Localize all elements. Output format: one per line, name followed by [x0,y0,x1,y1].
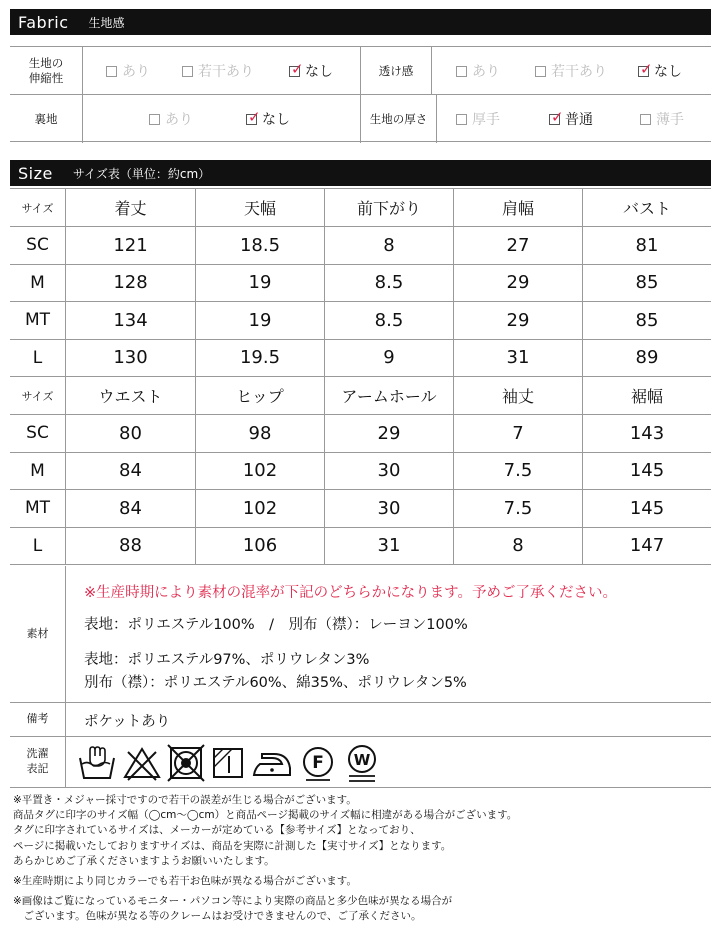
table-cell: 19 [195,265,324,302]
table-cell: 143 [582,415,711,452]
size-header-bar [10,160,711,186]
table-row [10,302,711,340]
table-cell: 102 [195,453,324,490]
row-header-label: サイズ [10,377,66,414]
table-cell: 145 [582,490,711,527]
fabric-row-2 [10,95,711,143]
table-cell: 19.5 [195,340,324,377]
check-icon: ✓ [551,107,564,126]
care-section [10,737,711,788]
table-cell: 84 [119,460,142,482]
wet-clean-w-icon [342,742,382,784]
sheer-option-yes: あり [456,47,500,95]
iron-low-icon [250,742,294,784]
table-cell: 31 [453,340,582,377]
footnotes [13,793,517,925]
line-dry-shade-icon [210,742,246,784]
table-cell: 18.5 [195,227,324,264]
lining-option-yes: あり [149,95,193,143]
size-title: Size [18,163,53,183]
table-cell: 8 [453,528,582,565]
column-header: 裾幅 [582,377,711,414]
thickness-option-normal: ✓ 普通 [551,107,593,128]
fabric-subtitle: 生地感 [88,15,125,30]
remarks-value: ポケットあり [84,713,171,730]
check-icon: ✓ [640,59,653,78]
table-cell: 88 [119,535,142,557]
table-cell: 29 [324,415,453,452]
column-header: ヒップ [195,377,324,414]
sheer-option-no: ✓ なし [640,59,682,80]
size-table [10,188,711,565]
table-cell: 30 [324,453,453,490]
size-label: MT [10,490,66,527]
column-header: 着丈 [114,199,147,218]
column-header: ウエスト [98,387,163,406]
table-cell: 102 [195,490,324,527]
table-cell: 89 [582,340,711,377]
table-cell: 7 [453,415,582,452]
material-label: 素材 [10,566,66,702]
dry-clean-f-icon [298,742,338,784]
thickness-option-thin: 薄手 [640,95,684,143]
size-label: L [10,340,66,377]
svg-text:W: W [353,751,371,769]
table-cell: 19 [195,302,324,339]
care-label: 洗濯表記 [10,737,66,787]
fabric-table [10,46,711,142]
sheer-label: 透け感 [378,63,414,78]
care-icons [76,741,382,785]
table-cell: 98 [195,415,324,452]
column-header: バスト [582,189,711,226]
footnote: 商品タグに印字のサイズ幅（◯cm～◯cm）と商品ページ掲載のサイズ幅に相違がある場合がございます。 [13,809,518,822]
table-cell: 134 [113,309,148,331]
no-bleach-icon [122,742,162,784]
table-cell: 85 [582,302,711,339]
fabric-header-bar [10,9,711,35]
footnote: ページに掲載いたしておりますサイズは、商品を実際に計測した【実寸サイズ】となります。 [13,839,452,852]
table-row [10,415,711,453]
column-header: アームホール [324,377,453,414]
check-icon: ✓ [291,59,304,78]
table-cell: 29 [453,265,582,302]
thickness-option-thick: 厚手 [456,95,500,143]
table-cell: 130 [113,347,148,369]
size-label: MT [10,302,66,339]
stretch-option-no: ✓ なし [291,59,333,80]
table-row [10,528,711,566]
size-label: M [10,265,66,302]
size-label: L [10,528,66,565]
table-cell: 145 [582,453,711,490]
table-cell: 80 [119,422,142,444]
size-label: M [10,453,66,490]
footnote: ※平置き・メジャー採寸ですので若干の誤差が生じる場合がございます。 [13,794,357,806]
material-line-2: 表地：ポリエステル97%、ポリウレタン3% [84,652,370,668]
table-cell: 31 [324,528,453,565]
table-cell: 84 [119,497,142,519]
table-header-row [10,377,711,415]
table-cell: 30 [324,490,453,527]
thickness-label: 生地の厚さ [369,111,428,126]
table-cell: 8.5 [324,302,453,339]
lining-option-no: ✓ なし [248,107,290,128]
table-cell: 29 [453,302,582,339]
no-tumble-dry-icon [166,742,206,784]
column-header: 袖丈 [453,377,582,414]
remarks-section [10,703,711,737]
footnote: ※生産時期により同じカラーでも若干お色味が異なる場合がございます。 [13,875,357,888]
column-header: 肩幅 [453,189,582,226]
material-warning: ※生産時期により素材の混率が下記のどちらかになります。予めご了承ください。 [84,585,617,601]
column-header: 前下がり [324,189,453,226]
row-header-label: サイズ [10,189,66,226]
table-cell: 81 [582,227,711,264]
svg-text:F: F [312,753,324,773]
fabric-row-1 [10,47,711,95]
table-row [10,227,711,265]
footnote: あらかじめご了承くださいますようお願いいたします。 [13,854,275,867]
stretch-option-yes: あり [106,47,150,95]
size-label: SC [10,227,66,264]
table-cell: 121 [113,234,148,256]
fabric-title: Fabric [18,12,69,32]
table-cell: 106 [195,528,324,565]
footnote: ございます。色味が異なる等のクレームはお受けできませんので、ご了承ください。 [13,910,422,923]
table-row [10,265,711,303]
remarks-label: 備考 [10,703,66,736]
footnote: ※画像はご覧になっているモニター・パソコン等により実際の商品と多少色味が異なる場合が [13,895,453,908]
table-cell: 8.5 [324,265,453,302]
column-header: 天幅 [195,189,324,226]
table-cell: 8 [324,227,453,264]
table-cell: 147 [582,528,711,565]
size-subtitle: サイズ表（単位：約cm） [72,166,211,181]
table-cell: 85 [582,265,711,302]
hand-wash-icon [76,742,118,784]
stretch-option-slight: 若干あり [182,47,254,95]
table-row [10,490,711,528]
lining-label: 裏地 [34,111,58,126]
material-line-3: 別布（襟）：ポリエステル60%、綿35%、ポリウレタン5% [84,675,467,691]
size-label: SC [10,415,66,452]
table-row [10,340,711,378]
table-cell: 128 [113,272,148,294]
table-cell: 7.5 [453,490,582,527]
material-section [10,566,711,703]
check-icon: ✓ [248,107,261,126]
footnote: タグに印字されているサイズは、メーカーが定めている【参考サイズ】となっており、 [13,824,421,837]
table-header-row [10,189,711,227]
stretch-label: 生地の伸縮性 [28,56,64,85]
table-row [10,453,711,491]
sheer-option-slight: 若干あり [535,47,607,95]
table-cell: 7.5 [453,453,582,490]
table-cell: 27 [453,227,582,264]
material-line-1: 表地：ポリエステル100% / 別布（襟）：レーヨン100% [84,617,468,633]
table-cell: 9 [324,340,453,377]
